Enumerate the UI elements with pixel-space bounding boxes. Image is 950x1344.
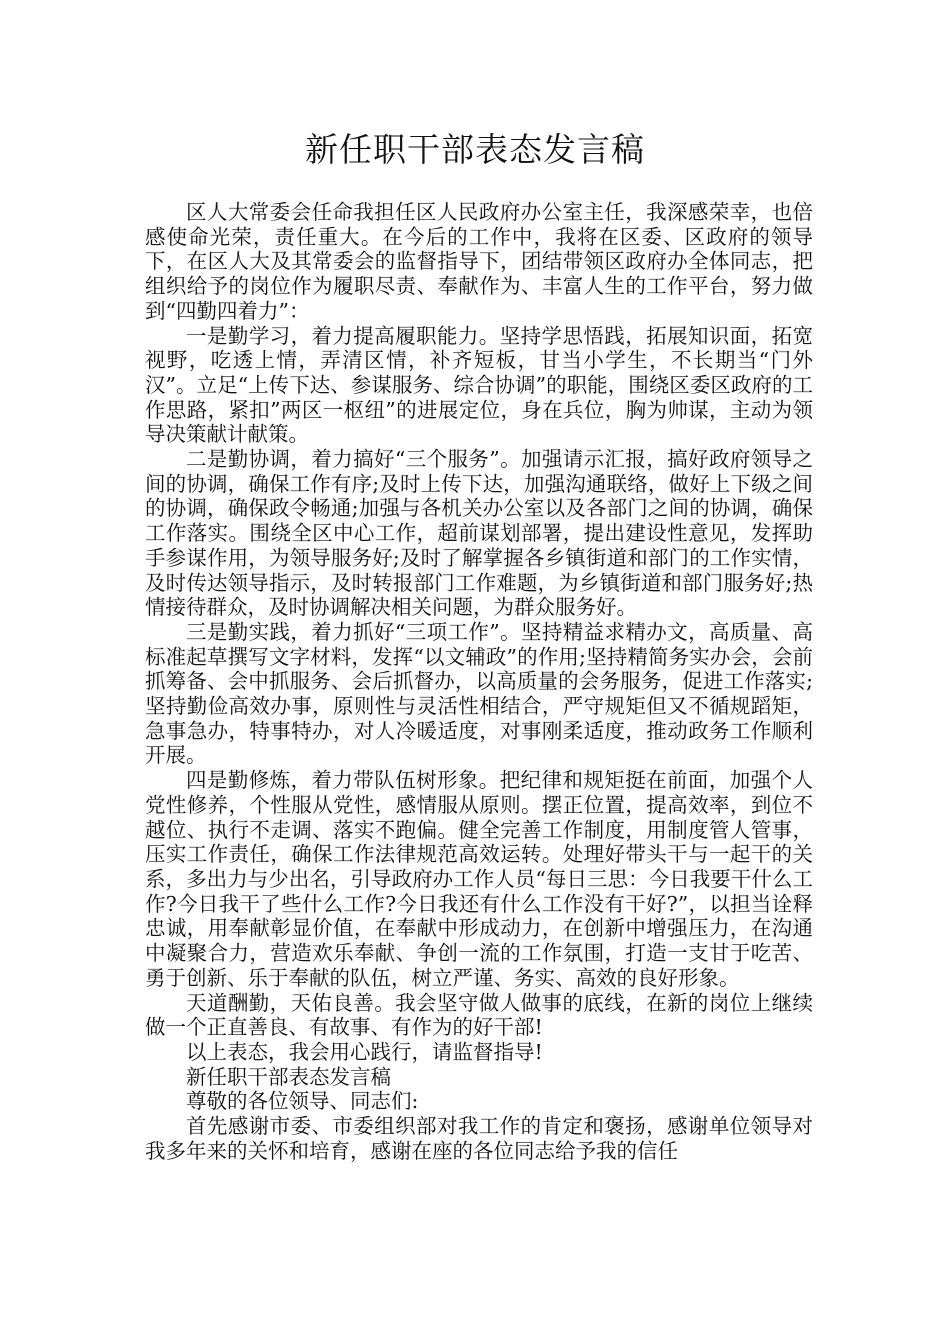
document-body <box>145 200 813 1163</box>
paragraph-closing: 天道酬勤，天佑良善。我会坚守做人做事的底线，在新的岗位上继续做一个正直善良、有故事、有作为的好干部! <box>145 990 813 1040</box>
paragraph-point-1: 一是勤学习，着力提高履职能力。坚持学思悟践，拓展知识面，拓宽视野，吃透上情，弄清区情，补齐短板，甘当小学生，不长期当“门外汉”。立足“上传下达、参谋服务、综合协调”的职能，围绕区委区政府的工作思路，紧扣”两区一枢纽”的进展定位，身在兵位，胸为帅谋，主动为领导决策献计献策。 <box>145 323 813 447</box>
document-title: 新任职干部表态发言稿 <box>305 130 645 169</box>
paragraph-point-3: 三是勤实践，着力抓好“三项工作”。坚持精益求精办文，高质量、高标准起草撰写文字材料，发挥“以文辅政”的作用;坚持精简务实办会，会前抓筹备、会中抓服务、会后抓督办，以高质量的会务服务，促进工作落实;坚持勤俭高效办事，原则性与灵活性相结合，严守规矩但又不循规蹈矩，急事急办，特事特办，对人冷暖适度，对事刚柔适度，推动政务工作顺利开展。 <box>145 619 813 768</box>
paragraph-intro: 区人大常委会任命我担任区人民政府办公室主任，我深感荣幸，也倍感使命光荣，责任重大。在今后的工作中，我将在区委、区政府的领导下，在区人大及其常委会的监督指导下，团结带领区政府办全体同志，把组织给予的岗位作为履职尽责、奉献作为、丰富人生的工作平台，努力做到“四勤四着力”： <box>145 200 813 323</box>
paragraph-second-title: 新任职干部表态发言稿 <box>186 1064 391 1089</box>
paragraph-salutation: 尊敬的各位领导、同志们: <box>186 1089 419 1114</box>
paragraph-point-4: 四是勤修炼，着力带队伍树形象。把纪律和规矩挺在前面，加强个人党性修养，个性服从党性，感情服从原则。摆正位置，提高效率，到位不越位、执行不走调、落实不跑偏。健全完善工作制度，用制度管人管事，压实工作责任，确保工作法律规范高效运转。处理好带头干与一起干的关系，多出力与少出名，引导政府办工作人员“每日三思：今日我要干什么工作?今日我干了些什么工作?今日我还有什么工作没有干好?”，以担当诠释忠诚，用奉献彰显价值，在奉献中形成动力，在创新中增强压力，在沟通中凝聚合力，营造欢乐奉献、争创一流的工作氛围，打造一支甘于吃苦、勇于创新、乐于奉献的队伍，树立严谨、务实、高效的良好形象。 <box>145 768 813 990</box>
paragraph-pledge: 以上表态，我会用心践行，请监督指导! <box>186 1039 543 1064</box>
paragraph-point-2: 二是勤协调，着力搞好“三个服务”。加强请示汇报，搞好政府领导之间的协调，确保工作有序;及时上传下达，加强沟通联络，做好上下级之间的协调，确保政令畅通;加强与各机关办公室以及各部门之间的协调，确保工作落实。围绕全区中心工作，超前谋划部署，提出建设性意见，发挥助手参谋作用，为领导服务好;及时了解掌握各乡镇街道和部门的工作实情，及时传达领导指示，及时转报部门工作难题，为乡镇街道和部门服务好;热情接待群众，及时协调解决相关问题，为群众服务好。 <box>145 447 813 620</box>
paragraph-thanks: 首先感谢市委、市委组织部对我工作的肯定和褒扬，感谢单位领导对我多年来的关怀和培育，感谢在座的各位同志给予我的信任 <box>145 1114 813 1163</box>
